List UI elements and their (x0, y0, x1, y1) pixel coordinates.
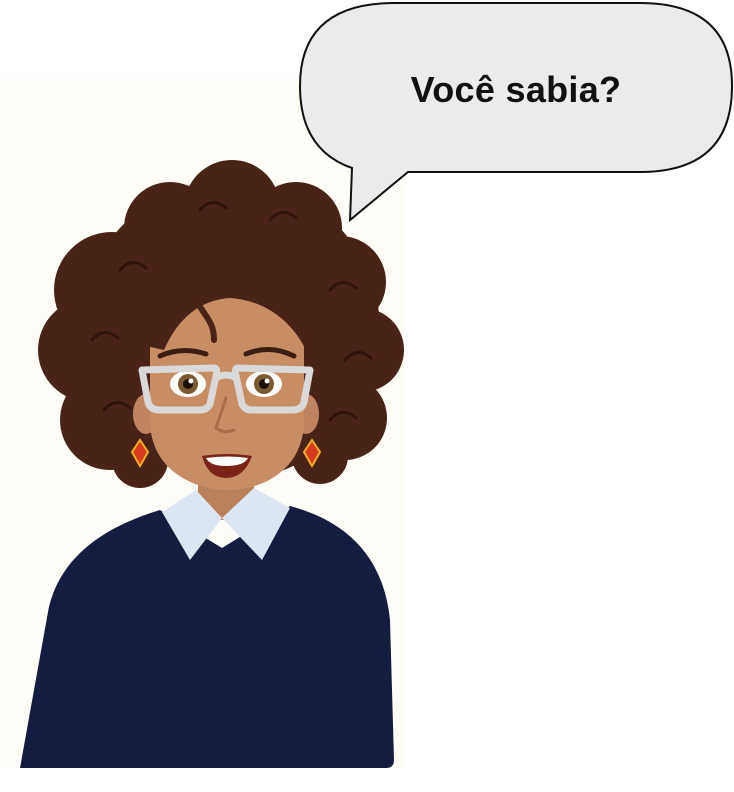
speech-bubble-text: Você sabia? (410, 69, 622, 110)
